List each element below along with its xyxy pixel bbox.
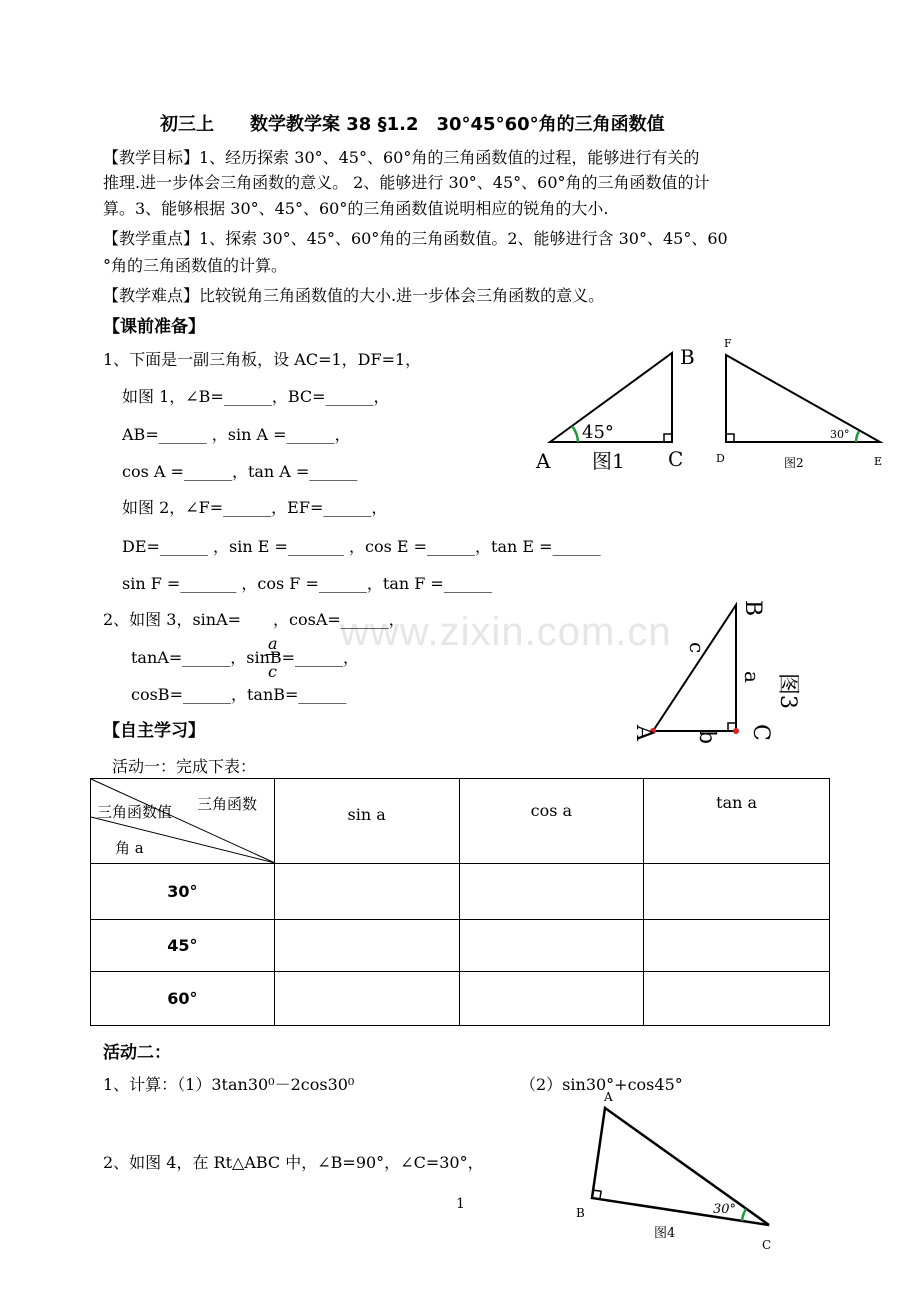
fig2-angle-arc	[856, 431, 859, 442]
calc-line-1: 1、计算：（1）3tan30⁰－2cos30⁰	[103, 1075, 355, 1094]
objectives-line-1: 【教学目标】1、经历探索 30°、45°、60°角的三角函数值的过程，能够进行有关的	[103, 148, 700, 167]
q2-fraction-numerator: a	[268, 634, 278, 653]
table-row-30: 30°	[91, 864, 275, 920]
fig4-label-b: B	[576, 1206, 585, 1220]
q2-line-3: cosB=______，tanB=______	[131, 685, 347, 704]
fig4-angle-label: 30°	[713, 1202, 737, 1217]
q1-line-4: cos A =______，tan A =______	[122, 462, 358, 481]
figure-2	[710, 335, 900, 475]
q1-line-3: AB=______ ，sin A =______，	[122, 425, 351, 444]
calc-line-2: 2、如图 4，在 Rt△ABC 中，∠B=90°，∠C=30°，	[103, 1153, 484, 1172]
self-study-heading: 【自主学习】	[103, 721, 205, 741]
difficulty: 【教学难点】比较锐角三角函数值的大小.进一步体会三角函数的意义。	[103, 286, 605, 305]
fig4-caption: 图4	[654, 1226, 676, 1241]
page-number: 1	[456, 1196, 465, 1212]
fig1-angle-arc	[572, 426, 578, 442]
q2-fraction-denominator: c	[268, 662, 277, 681]
objectives-line-3: 算。3、能够根据 30°、45°、60°的三角函数值说明相应的锐角的大小.	[103, 199, 609, 218]
table-cell	[644, 920, 830, 972]
fig4-label-c: C	[762, 1238, 772, 1252]
q1-line-5: 如图 2，∠F=______，EF=______，	[122, 498, 388, 517]
table-corner-top: 三角函数	[197, 795, 258, 813]
q2-line-1: 2、如图 3，sinA= ，cosA=______，	[103, 610, 405, 629]
key-points-line-1: 【教学重点】1、探索 30°、45°、60°角的三角函数值。2、能够进行含 30°、45°、60	[103, 229, 728, 248]
table-cell	[274, 972, 459, 1026]
table-cell	[274, 920, 459, 972]
q1-line-1: 1、下面是一副三角板，设 AC=1，DF=1，	[103, 350, 422, 369]
fig1-label-b: B	[680, 345, 695, 369]
figure-3	[620, 580, 800, 755]
q2-line-2: tanA=______，sinB=______，	[131, 648, 360, 667]
table-corner-cell	[91, 779, 275, 864]
key-points-line-2: °角的三角函数值的计算。	[103, 256, 288, 275]
table-cell	[459, 972, 644, 1026]
activity-2-label: 活动二：	[103, 1043, 171, 1063]
fig3-label-side-c: c	[685, 642, 709, 654]
fig3-label-b: B	[740, 600, 765, 617]
fig2-caption: 图2	[784, 456, 804, 470]
table-header-sin: sin a	[274, 779, 459, 864]
fig3-label-a: A	[631, 725, 656, 741]
fig2-right-angle-mark	[726, 434, 734, 442]
fig2-label-e: E	[874, 455, 883, 468]
fig2-label-f: F	[724, 337, 732, 350]
fig1-label-a: A	[536, 449, 551, 473]
watermark: www.zixin.com.cn	[340, 610, 672, 654]
table-cell	[274, 864, 459, 920]
fig2-label-d: D	[716, 452, 725, 465]
table-cell	[459, 864, 644, 920]
fig4-triangle	[592, 1108, 769, 1225]
fig1-angle-label: 45°	[582, 422, 614, 443]
table-row-60: 60°	[91, 972, 275, 1026]
fig3-point-c	[733, 728, 739, 734]
table-header-tan: tan a	[644, 779, 830, 864]
fig3-label-side-b: b	[694, 730, 719, 745]
fig1-right-angle-mark	[664, 434, 672, 442]
fig3-label-side-a: a	[740, 671, 764, 683]
table-cell	[644, 864, 830, 920]
calc-line-1b: （2）sin30°+cos45°	[520, 1075, 683, 1094]
fig3-triangle	[653, 605, 736, 731]
figure-4	[570, 1085, 790, 1255]
q1-line-6: DE=______ ，sin E =_______ ，cos E =______，tan E =______	[122, 537, 601, 556]
activity-1-label: 活动一：完成下表：	[112, 757, 257, 776]
q1-line-2: 如图 1，∠B=______，BC=______，	[122, 387, 390, 406]
fig3-caption: 图3	[775, 673, 800, 709]
fig4-label-a: A	[604, 1090, 613, 1104]
fig1-label-c: C	[668, 447, 684, 471]
table-corner-mid: 三角函数值	[97, 803, 173, 821]
table-corner-bottom: 角 a	[115, 839, 144, 857]
page-title: 初三上 数学教学案 38 §1.2 30°45°60°角的三角函数值	[160, 114, 665, 135]
objectives-line-2: 推理.进一步体会三角函数的意义。 2、能够进行 30°、45°、60°角的三角函数值的计	[103, 173, 710, 192]
trig-values-table	[90, 778, 830, 1026]
q1-line-7: sin F =_______ ，cos F =______，tan F =______	[122, 574, 492, 593]
fig2-angle-label: 30°	[830, 428, 850, 441]
fig2-triangle	[726, 355, 880, 442]
table-cell	[459, 920, 644, 972]
table-cell	[644, 972, 830, 1026]
figure-1	[530, 340, 710, 475]
table-header-cos: cos a	[459, 779, 644, 864]
fig1-caption: 图1	[592, 449, 625, 473]
prep-heading: 【课前准备】	[103, 317, 205, 337]
fig3-label-c: C	[748, 724, 773, 741]
table-row-45: 45°	[91, 920, 275, 972]
